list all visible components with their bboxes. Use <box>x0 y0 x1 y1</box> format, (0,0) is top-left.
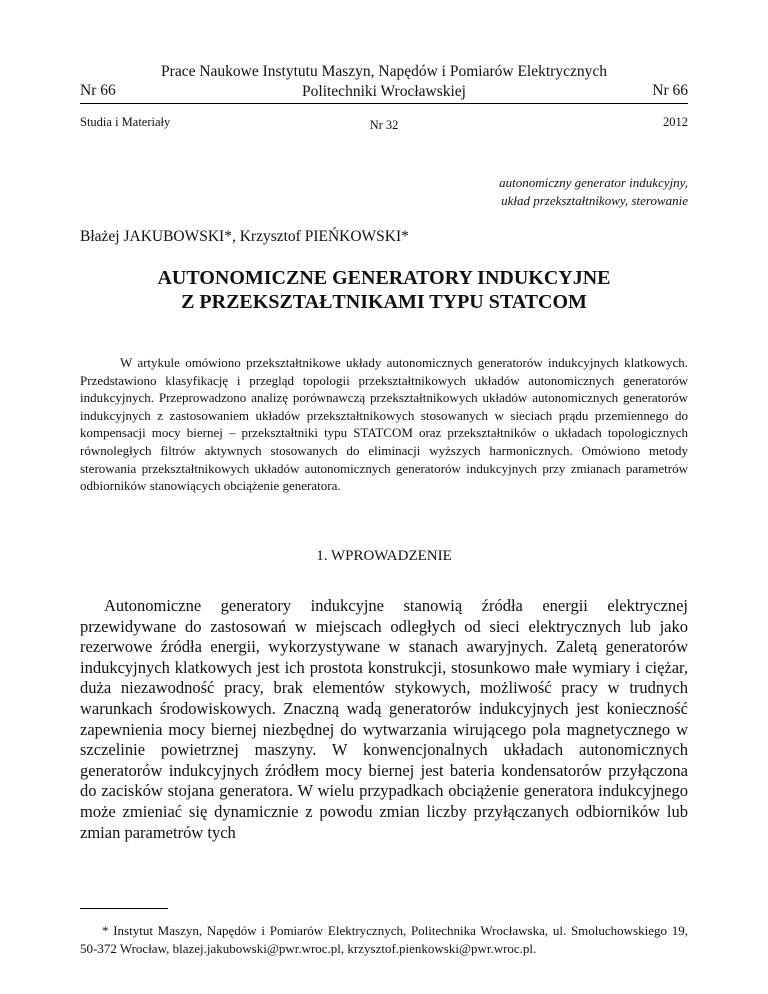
footnote-rule <box>80 908 168 909</box>
section-heading: 1. WPROWADZENIE <box>316 548 452 564</box>
keywords <box>288 174 688 210</box>
publication-year: 2012 <box>663 115 688 129</box>
journal-title-line1: Prace Naukowe Instytutu Maszyn, Napędów i Pomiarów Elektrycznych <box>161 63 607 80</box>
journal-title-line2: Politechniki Wrocławskiej <box>302 83 466 100</box>
footnote: * Instytut Maszyn, Napędów i Pomiarów Elektrycznych, Politechnika Wrocławska, ul. Smoluchowskiego 19, 50-372 Wrocław, blazej.jakubowski@pwr.wroc.pl, krzysztof.pienkowski@pwr.wroc.pl. <box>80 923 688 956</box>
keywords-line1: autonomiczny generator indukcyjny, <box>499 175 688 190</box>
paper-title <box>80 266 688 314</box>
authors: Błażej JAKUBOWSKI*, Krzysztof PIEŃKOWSKI* <box>80 228 409 245</box>
journal-number-right: Nr 66 <box>652 82 688 99</box>
paper-title-line1: AUTONOMICZNE GENERATORY INDUKCYJNE <box>157 267 611 289</box>
series-label: Studia i Materiały <box>80 115 171 129</box>
header-rule <box>80 103 688 104</box>
keywords-line2: układ przekształtnikowy, sterowanie <box>501 193 688 208</box>
paper-title-line2: Z PRZEKSZTAŁTNIKAMI TYPU STATCOM <box>181 291 587 313</box>
abstract: W artykule omówiono przekształtnikowe układy autonomicznych generatorów indukcyjnych klatkowych. Przedstawiono klasyfikację i przegląd topologii przekształtnikowych układów autonomicznych generatorów indukcyjnych. Przeprowadzono analizę porównawczą przekształtnikowych układów autonomicznych generatorów indukcyjnych z zastosowaniem układów przekształtnikowych stosowanych w sieciach prądu przemiennego do kompensacji mocy biernej – przekształtniki typu STATCOM oraz przekształtników o układach topologicznych równoległych filtrów aktywnych stosowanych do eliminacji wyższych harmonicznych. Omówiono metody sterowania przekształtnikowych układów autonomicznych generatorów indukcyjnych przy zmianach parametrów odbiorników stanowiących obciążenie generatora. <box>80 355 688 494</box>
journal-number-left: Nr 66 <box>80 82 116 99</box>
issue-number: Nr 32 <box>369 118 399 132</box>
body-paragraph: Autonomiczne generatory indukcyjne stanowią źródła energii elektrycznej przewidywane do zastosowań w miejscach odległych od sieci elektrycznych lub jako rezerwowe źródła energii, wykorzystywane w stanach awaryjnych. Zaletą generatorów indukcyjnych klatkowych jest ich prostota konstrukcji, stosunkowo małe wymiary i ciężar, duża niezawodność pracy, brak elementów stykowych, możliwość pracy w trudnych warunkach środowiskowych. Znaczną wadą generatorów indukcyjnych jest konieczność zapewnienia mocy biernej niezbędnej do wytwarzania wirującego pola magnetycznego w szczelinie powietrznej maszyny. W konwencjonalnych układach autonomicznych generatorów indukcyjnych źródłem mocy biernej jest bateria kondensatorów przyłączona do zacisków stojana generatora. W wielu przypadkach obciążenie generatora indukcyjnego może zmieniać się dynamicznie z powodu zmian liczby przyłączanych odbiorników lub zmian parametrów tych <box>80 596 688 842</box>
